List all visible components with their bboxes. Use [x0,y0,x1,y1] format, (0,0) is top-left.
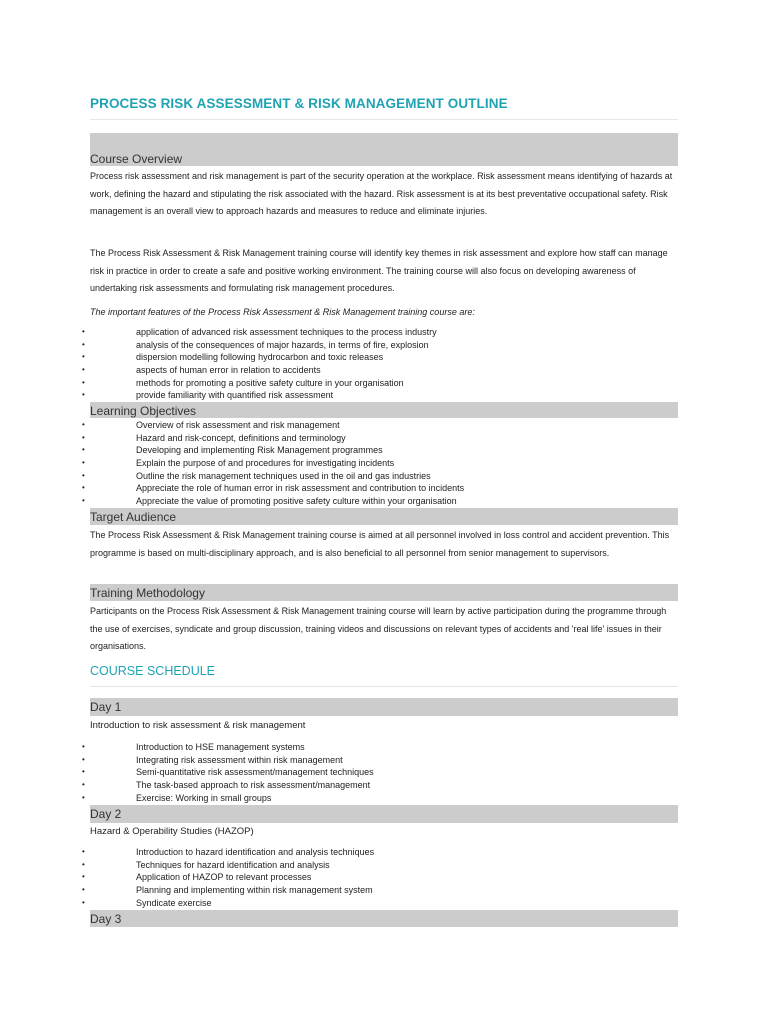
bullet-icon: • [82,390,85,400]
bullet-icon: • [82,897,85,907]
bullet-icon: • [82,847,85,856]
day-label-1: Day 1 [90,700,122,714]
section-heading-overview: Course Overview [90,152,183,166]
day-bar-2 [90,805,678,823]
overview-paragraph-1: Process risk assessment and risk management is part of the security operation at the workplace. Risk assessment means identifying of hazards at work, defining the hazard and stipulating the risk associated with the hazard. Risk assessment is at its best preventative occupational safety. Risk management is an overall view to approach hazards and measures to reduce and eliminate injuries. [90,171,673,216]
section-bar-audience [90,508,678,525]
section-heading-objectives: Learning Objectives [90,404,197,418]
bullet-icon: • [82,445,85,455]
day-bar-3 [90,910,678,927]
audience-paragraph: The Process Risk Assessment & Risk Management training course is aimed at all personnel involved in loss control and accident prevention. This programme is based on multi-disciplinary approach, and is also beneficial to all personnel from senior management to supervisors. [90,530,670,558]
bullet-icon: • [82,885,85,895]
bullet-icon: • [82,754,85,764]
bullet-icon: • [82,339,85,349]
document-page: PROCESS RISK ASSESSMENT & RISK MANAGEMENT OUTLINE Course Overview Process risk assessment and risk management is part of the security operation at the workplace. Risk assessment means identifying of hazards at work, defining the hazard and stipulating the risk associated with the hazard. Risk assessment is at its best preventative occupational safety. Risk management is an overall view to approach hazards and measures to reduce and eliminate injuries. The Process Risk Assessment & Risk Management training course will identify key themes in risk assessment and explore how staff can manage risk in practice in order to create a safe and positive working environment. The training course will also focus on developing awareness of undertaking risk assessments and formulating risk management procedures. The important features of the Process Risk Assessment & Risk Management training course are: • application of advanced risk assessment techniques to the process industry • analysis of the consequences of major hazards, in terms of fire, explosion • dispersion modelling following hydrocarbon and toxic releases • aspects of human error in relation to accidents • methods for promoting a positive safety culture in your organisation • provide familiarity with quantified risk assessment Learning Objectives • Overview of risk assessment and risk management • Hazard and risk-concept, definitions and terminology • Developing and implementing Risk Management programmes • Explain the purpose of and procedures for investigating incidents • Outline the risk management techniques used in the oil and gas industries • Appreciate the role of human error in risk assessment and contribution to incidents • Appreciate the value of promoting positive safety culture within your organisation Target Audience The Process Risk Assessment & Risk Management training course is aimed at all personnel involved in loss control and accident prevention. This programme is based on multi-disciplinary approach, and is also beneficial to all personnel from senior management to supervisors. Training Methodology Participants on the Process Risk Assessment & Risk Management training course will learn by active participation during the programme through the use of exercises, syndicate and group discussion, training videos and discussions on relevant types of accidents and 'real life' issues in their organisations. COURSE SCHEDULE Day 1 Introduction to risk assessment & risk management • Introduction to HSE management systems • Integrating risk assessment within risk management • Semi-quantitative risk assessment/management techniques • The task-based approach to risk assessment/management • Exercise: Working in small groups Day 2 Hazard & Operability Studies (HAZOP) • Introduction to hazard identification and analysis techniques • Techniques for hazard identification and analysis • Application of HAZOP to relevant processes • Planning and implementing within risk management system • Syndicate exercise Day 3 [0,0,768,1024]
day-label-2: Day 2 [90,807,122,821]
bullet-icon: • [82,458,85,468]
day-bar-1 [90,698,678,716]
bullet-icon: • [82,470,85,480]
features-intro: The important features of the Process Risk Assessment & Risk Management training course are: [90,307,475,317]
section-heading-methodology: Training Methodology [90,586,205,600]
overview-paragraph-2: The Process Risk Assessment & Risk Management training course will identify key themes in risk assessment and explore how staff can manage risk in practice in order to create a safe and positive working environment. The training course will also focus on developing awareness of undertaking risk assessments and formulating risk management procedures. [90,248,668,293]
bullet-icon: • [82,365,85,375]
bullet-icon: • [82,327,85,336]
bullet-icon: • [82,792,85,802]
bullet-icon: • [82,767,85,777]
bullet-icon: • [82,859,85,869]
bullet-icon: • [82,483,85,493]
schedule-heading: COURSE SCHEDULE [90,664,216,678]
page-title: PROCESS RISK ASSESSMENT & RISK MANAGEMENT OUTLINE [90,96,508,111]
bullet-icon: • [82,496,85,506]
section-heading-audience: Target Audience [90,510,177,524]
bullet-icon: • [82,872,85,882]
bullet-icon: • [82,432,85,442]
bullet-icon: • [82,377,85,387]
title-divider [90,119,678,120]
day-subtitle-2: Hazard & Operability Studies (HAZOP) [90,826,254,837]
day-subtitle-1: Introduction to risk assessment & risk management [90,720,306,731]
bullet-icon: • [82,420,85,429]
methodology-paragraph: Participants on the Process Risk Assessment & Risk Management training course will learn by active participation during the programme through the use of exercises, syndicate and group discussion, training videos and discussions on relevant types of accidents and 'real life' issues in their organisations. [90,606,667,651]
day-label-3: Day 3 [90,912,122,926]
schedule-divider [90,686,678,687]
bullet-icon: • [82,742,85,751]
bullet-icon: • [82,352,85,362]
bullet-icon: • [82,780,85,790]
